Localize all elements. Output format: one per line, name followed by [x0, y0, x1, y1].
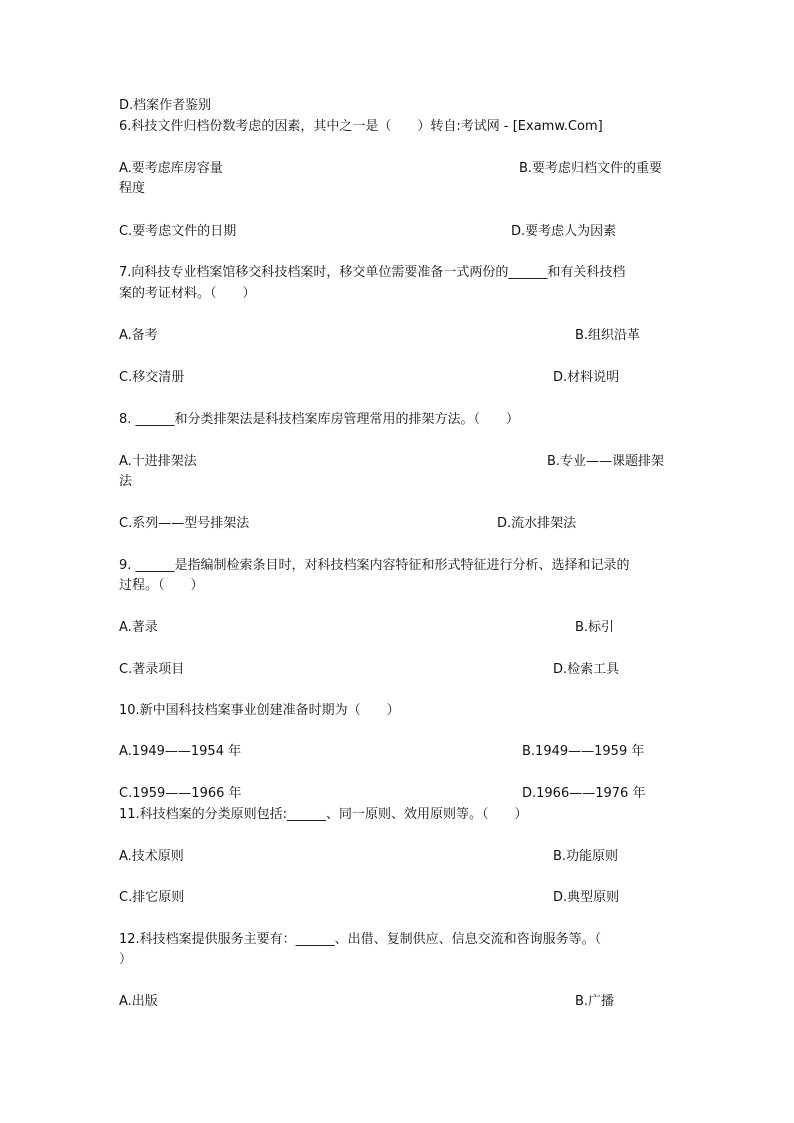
option-b-q6-cont: 程度	[119, 181, 146, 196]
question-9-cont: 过程。（ ）	[119, 578, 204, 593]
option-a-q11: A.技术原则	[119, 849, 184, 864]
option-b-q7: B.组织沿革	[575, 328, 641, 343]
option-a-q7: A.备考	[119, 328, 158, 343]
question-12: 12.科技档案提供服务主要有：______、出借、复制供应、信息交流和咨询服务等。（	[119, 932, 602, 947]
option-d-q11: D.典型原则	[553, 890, 620, 905]
option-c-q6: C.要考虑文件的日期	[119, 224, 237, 239]
question-10: 10.新中国科技档案事业创建准备时期为（ ）	[119, 703, 400, 718]
option-d-q10: D.1966——1976 年	[522, 786, 646, 801]
option-d-q6: D.要考虑人为因素	[511, 224, 617, 239]
option-b-q11: B.功能原则	[553, 849, 619, 864]
question-7: 7.向科技专业档案馆移交科技档案时，移交单位需要准备一式两份的______和有关科技档	[119, 265, 626, 280]
question-6: 6.科技文件归档份数考虑的因素，其中之一是（ ）转自:考试网 - [Examw.Com]	[119, 119, 603, 134]
option-d-q5: D.档案作者鉴别	[119, 98, 212, 113]
option-a-q6: A.要考虑库房容量	[119, 161, 223, 176]
question-12-cont: ）	[119, 952, 133, 967]
option-d-q9: D.检索工具	[553, 662, 620, 677]
question-11: 11.科技档案的分类原则包括:______、同一原则、效用原则等。（ ）	[119, 807, 528, 822]
option-b-q10: B.1949——1959 年	[522, 744, 645, 759]
question-9: 9. ______是指编制检索条目时，对科技档案内容特征和形式特征进行分析、选择和记录的	[119, 558, 630, 573]
option-a-q9: A.著录	[119, 620, 158, 635]
option-d-q7: D.材料说明	[553, 370, 620, 385]
option-c-q8: C.系列——型号排架法	[119, 516, 250, 531]
option-b-q12: B.广播	[575, 994, 615, 1009]
option-b-q9: B.标引	[575, 620, 615, 635]
option-a-q12: A.出版	[119, 994, 158, 1009]
option-c-q7: C.移交清册	[119, 370, 185, 385]
option-c-q9: C.著录项目	[119, 662, 185, 677]
option-b-q8-cont: 法	[119, 474, 133, 489]
option-b-q6: B.要考虑归档文件的重要	[519, 161, 663, 176]
option-c-q10: C.1959——1966 年	[119, 786, 242, 801]
question-7-cont: 案的考证材料。（ ）	[119, 286, 256, 301]
option-c-q11: C.排它原则	[119, 890, 185, 905]
option-a-q10: A.1949——1954 年	[119, 744, 242, 759]
option-b-q8: B.专业——课题排架	[547, 454, 665, 469]
question-8: 8. ______和分类排架法是科技档案库房管理常用的排架方法。（ ）	[119, 412, 520, 427]
option-d-q8: D.流水排架法	[497, 516, 577, 531]
option-a-q8: A.十进排架法	[119, 454, 197, 469]
